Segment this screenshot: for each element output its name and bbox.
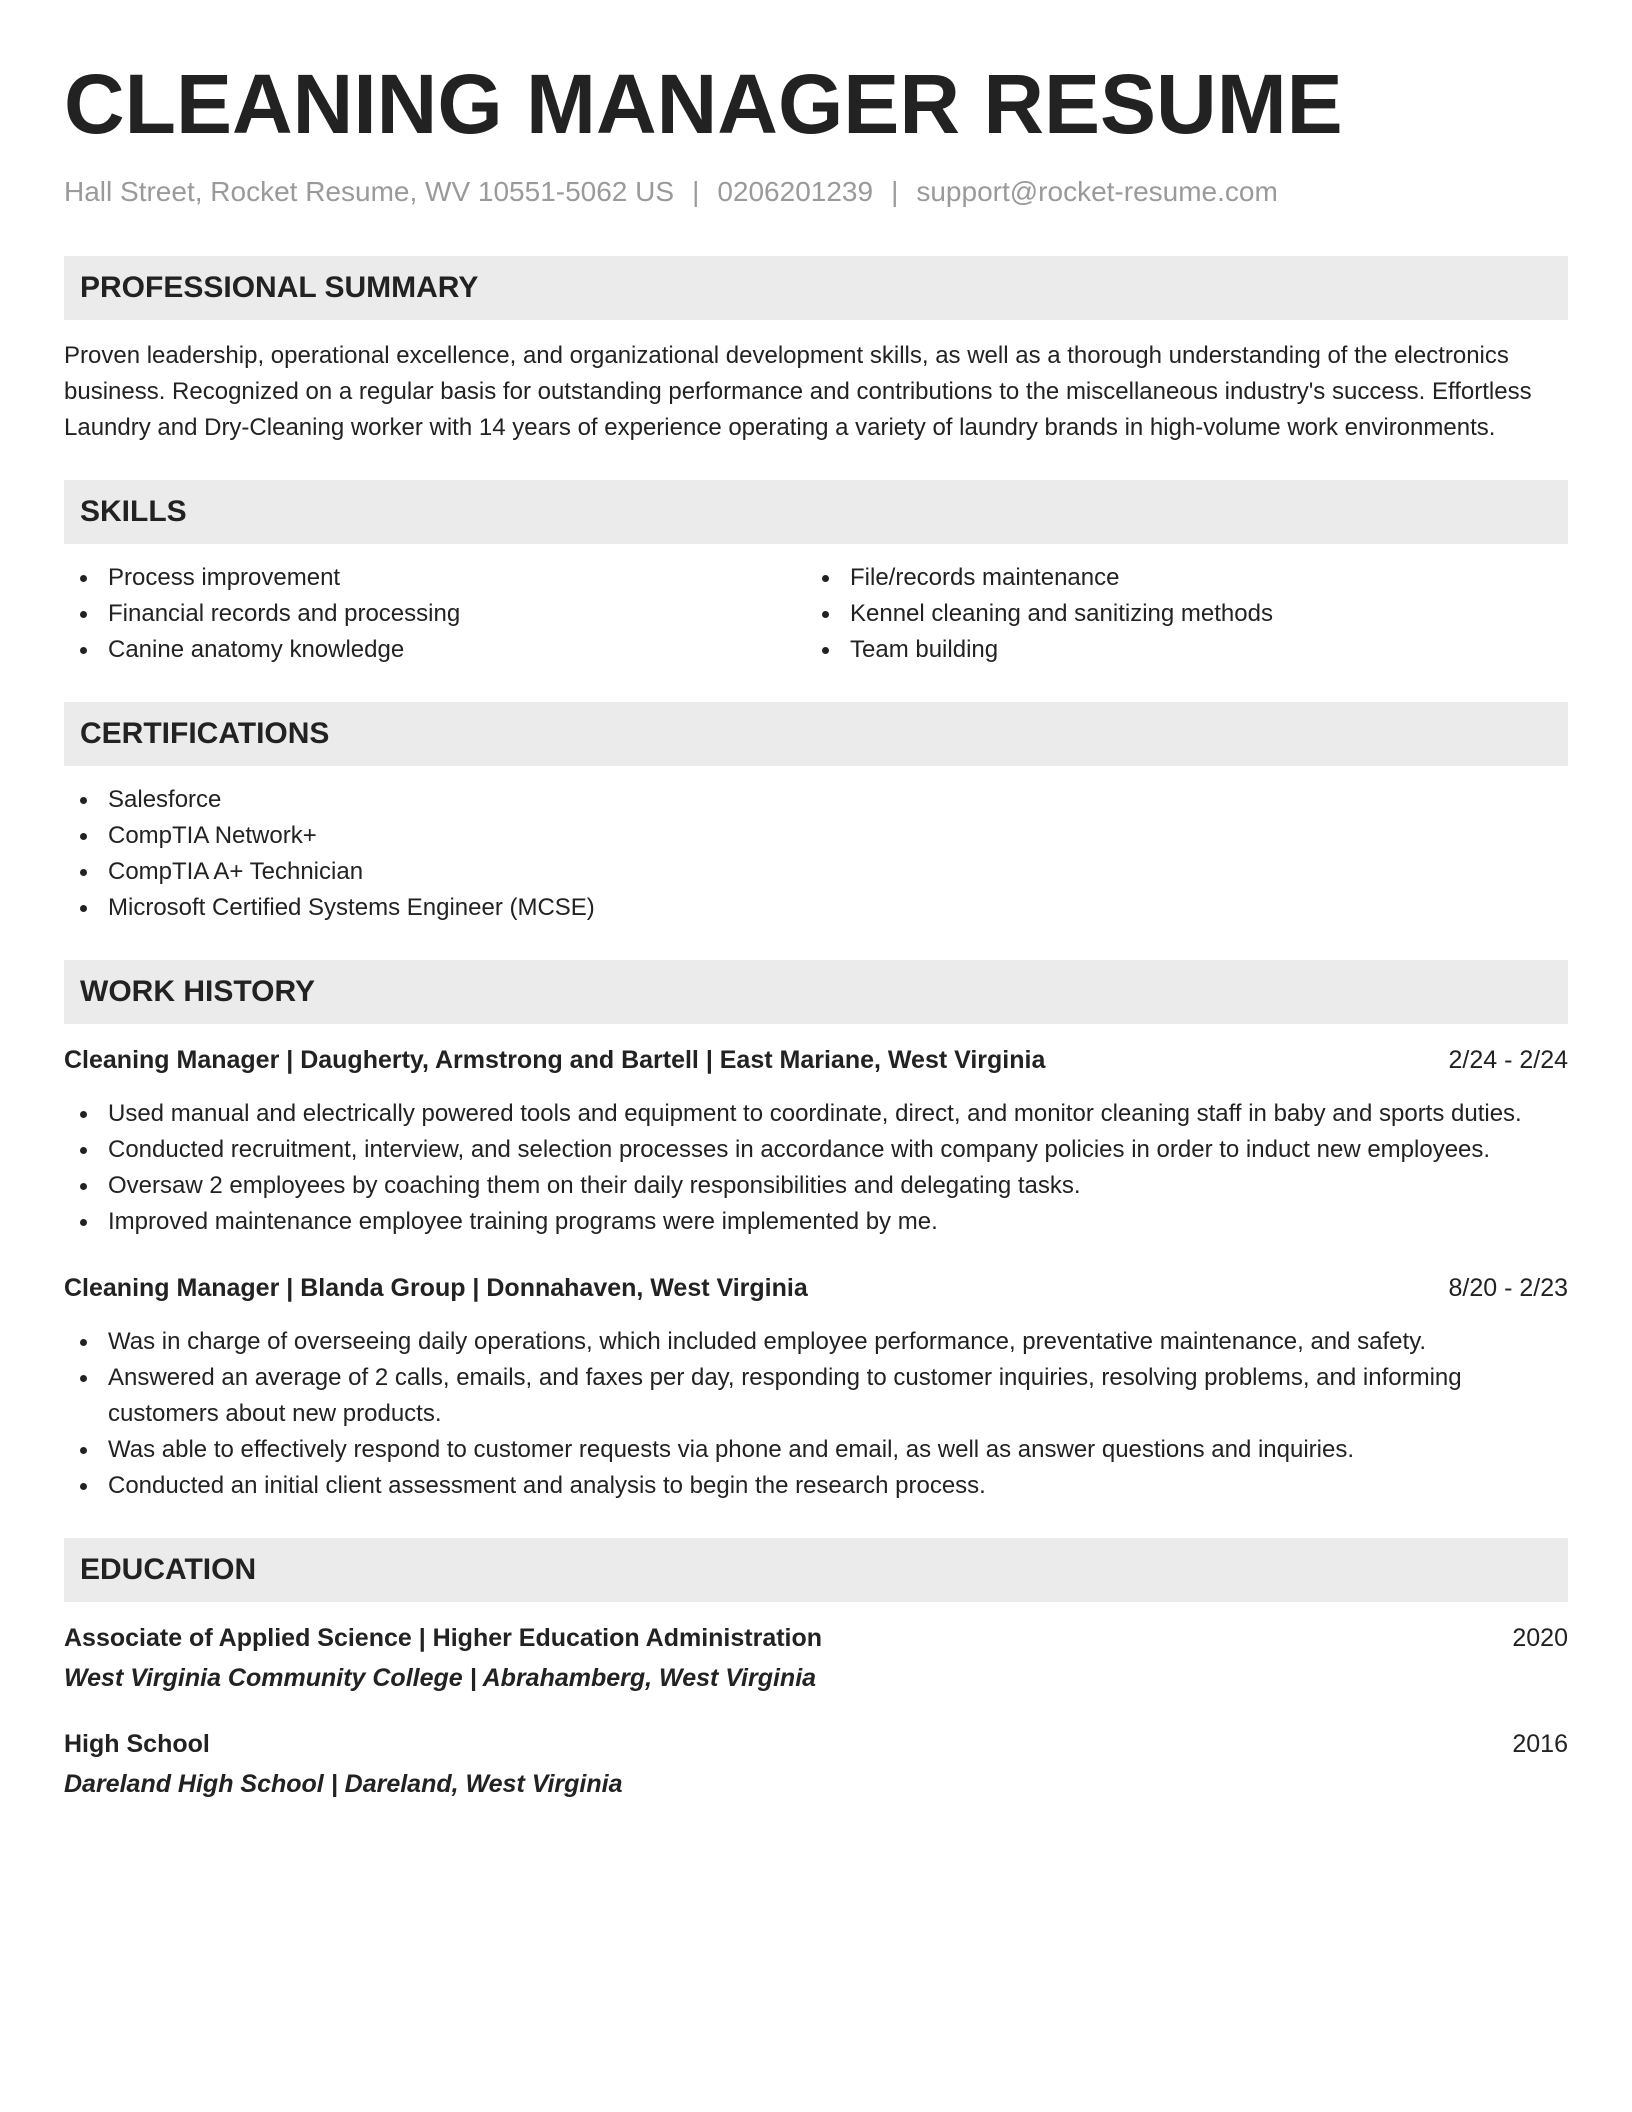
contact-separator: | <box>692 176 700 207</box>
certifications-list <box>64 782 1568 926</box>
education-year: 2016 <box>1512 1730 1568 1758</box>
degree-title: Associate of Applied Science | Higher Education Administration <box>64 1624 823 1652</box>
job-bullets <box>64 1324 1568 1504</box>
contact-separator: | <box>891 176 899 207</box>
skills-column-left <box>64 560 806 668</box>
skill-item: Team building <box>806 632 1548 668</box>
contact-phone: 0206201239 <box>717 176 874 207</box>
job-header <box>64 1270 1568 1306</box>
summary-text: Proven leadership, operational excellence, and organizational development skills, as well as a thorough understanding of the electronics business. Recognized on a regular basis for outstanding performance and contributions to the miscellaneous industry's success. Effortless Laundry and Dry-Cleaning worker with 14 years of experience operating a variety of laundry brands in high-volume work environments. <box>64 342 1532 441</box>
certification-item: Salesforce <box>64 782 1568 818</box>
skill-item: File/records maintenance <box>806 560 1548 596</box>
certification-item: CompTIA Network+ <box>64 818 1568 854</box>
job-bullet: Improved maintenance employee training programs were implemented by me. <box>64 1204 1568 1240</box>
resume-page <box>64 0 1568 1802</box>
certification-item: Microsoft Certified Systems Engineer (MCSE) <box>64 890 1568 926</box>
job-header <box>64 1042 1568 1078</box>
education-entry <box>64 1726 1568 1802</box>
job-bullet: Answered an average of 2 calls, emails, and faxes per day, responding to customer inquiries, resolving problems, and informing customers about new products. <box>64 1360 1568 1432</box>
job-bullet: Was in charge of overseeing daily operations, which included employee performance, preventative maintenance, and safety. <box>64 1324 1568 1360</box>
job-entry <box>64 1270 1568 1504</box>
education-entry <box>64 1620 1568 1696</box>
job-dates: 2/24 - 2/24 <box>1448 1046 1568 1074</box>
job-bullet: Oversaw 2 employees by coaching them on their daily responsibilities and delegating tasks. <box>64 1168 1568 1204</box>
degree-title: High School <box>64 1730 210 1758</box>
job-bullets <box>64 1096 1568 1240</box>
job-title: Cleaning Manager | Daugherty, Armstrong and Bartell | East Mariane, West Virginia <box>64 1046 1046 1074</box>
section-heading-certifications: CERTIFICATIONS <box>64 702 1568 766</box>
job-bullet: Used manual and electrically powered tools and equipment to coordinate, direct, and monitor cleaning staff in baby and sports duties. <box>64 1096 1568 1132</box>
section-heading-education: EDUCATION <box>64 1538 1568 1602</box>
job-title: Cleaning Manager | Blanda Group | Donnahaven, West Virginia <box>64 1274 808 1302</box>
certification-item: CompTIA A+ Technician <box>64 854 1568 890</box>
education-year: 2020 <box>1512 1624 1568 1652</box>
education-header <box>64 1726 1568 1762</box>
skill-item: Process improvement <box>64 560 806 596</box>
skill-item: Financial records and processing <box>64 596 806 632</box>
contact-line <box>64 174 1568 210</box>
job-bullet: Conducted recruitment, interview, and selection processes in accordance with company policies in order to induct new employees. <box>64 1132 1568 1168</box>
job-bullet: Conducted an initial client assessment and analysis to begin the research process. <box>64 1468 1568 1504</box>
skill-item: Canine anatomy knowledge <box>64 632 806 668</box>
resume-title: CLEANING MANAGER RESUME <box>64 57 1343 151</box>
job-entry <box>64 1042 1568 1240</box>
skill-item: Kennel cleaning and sanitizing methods <box>806 596 1548 632</box>
section-heading-skills: SKILLS <box>64 480 1568 544</box>
job-bullet: Was able to effectively respond to customer requests via phone and email, as well as answer questions and inquiries. <box>64 1432 1568 1468</box>
contact-address: Hall Street, Rocket Resume, WV 10551-5062 US <box>64 176 675 207</box>
skills-column-right <box>806 560 1548 668</box>
school-name: Dareland High School | Dareland, West Virginia <box>64 1770 623 1798</box>
section-heading-work-history: WORK HISTORY <box>64 960 1568 1024</box>
job-dates: 8/20 - 2/23 <box>1448 1274 1568 1302</box>
section-heading-summary: PROFESSIONAL SUMMARY <box>64 256 1568 320</box>
skills-list <box>64 560 1568 668</box>
contact-email: support@rocket-resume.com <box>916 176 1278 207</box>
school-name: West Virginia Community College | Abrahamberg, West Virginia <box>64 1664 817 1692</box>
education-header <box>64 1620 1568 1656</box>
